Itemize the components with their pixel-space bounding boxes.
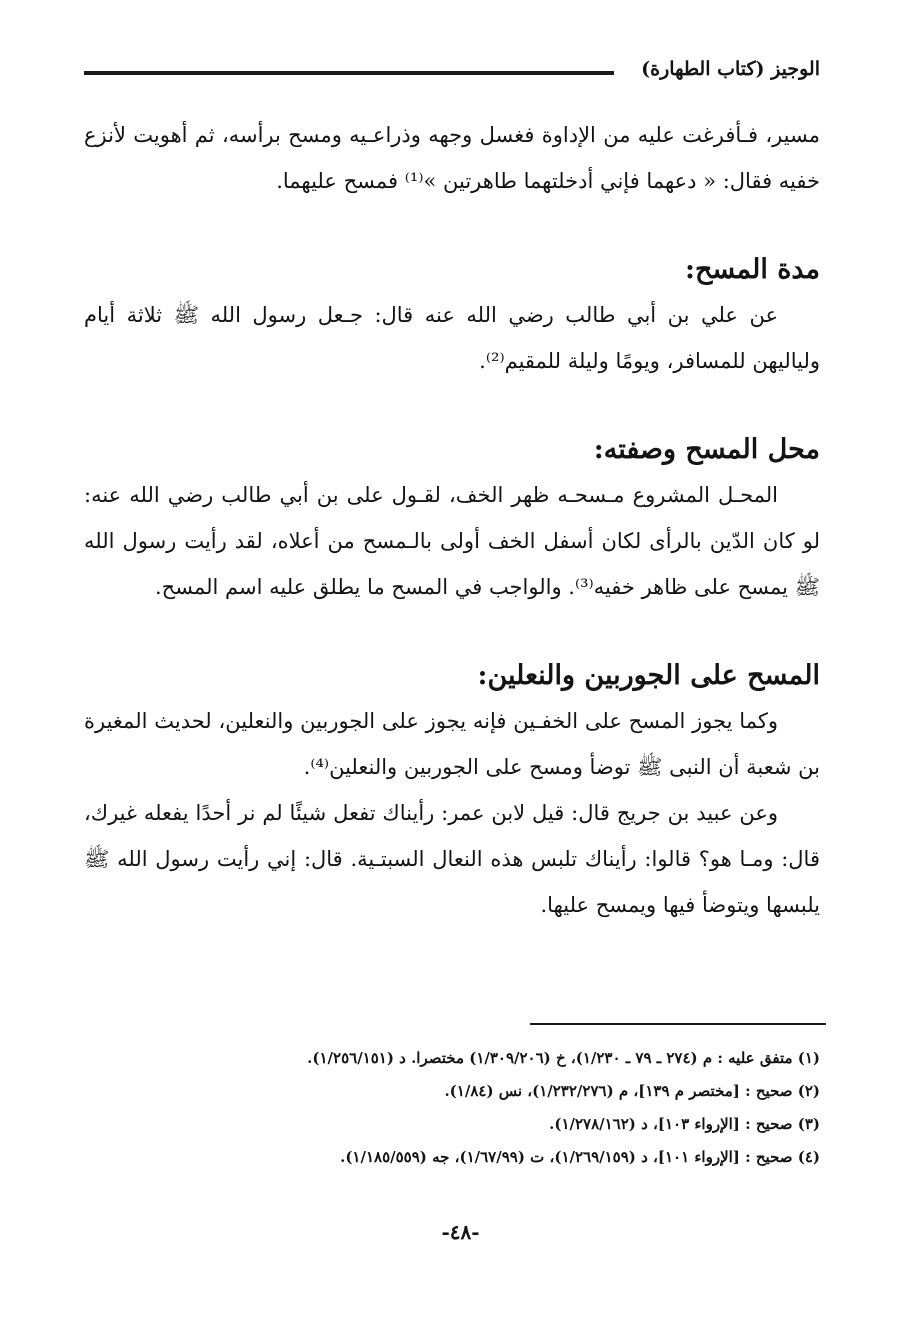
section-gap	[84, 204, 820, 248]
section-heading-socks: المسح على الجوربين والنعلين:	[477, 660, 820, 691]
main-text	[84, 112, 820, 928]
running-header-title: الوجيز (كتاب الطهارة)	[641, 58, 820, 80]
header-rule	[84, 71, 614, 75]
section-heading-location: محل المسح وصفته:	[593, 434, 820, 465]
section-gap	[84, 610, 820, 654]
section-heading-duration: مدة المسح:	[685, 254, 820, 285]
paragraph-location: المحـل المشروع مـسحـه ظهر الخف، لقـول على بن أبي طالب رضي الله عنه: لو كان الدّين بالرأى لكان أسفل الخف أولى بالـمسح من أعلاه، لقد رأيت رسول الله ﷺ يمسح على ظاهر خفيه⁽³⁾. والواجب في المسح ما يطلق عليه اسم المسح.	[84, 483, 820, 599]
footnote-rule	[530, 1023, 826, 1025]
footnote-3: (٣) صحيح : [الإرواء ١٠٣]، د (١/٢٧٨/١٦٢).	[549, 1115, 820, 1133]
paragraph-socks-2: وعن عبيد بن جريج قال: قيل لابن عمر: رأيناك تفعل شيئًا لم نر أحدًا يفعله غيرك، قال: ومـا هو؟ قالوا: رأيناك تلبس هذه النعال السبتـية. قال: إني رأيت رسول الله ﷺ يلبسها ويتوضأ فيها ويمسح عليها.	[84, 801, 820, 917]
page-number: -٤٨-	[441, 1220, 480, 1244]
running-header	[84, 58, 820, 88]
footnotes	[84, 1042, 820, 1174]
section-gap	[84, 384, 820, 428]
footnote-1: (١) متفق عليه : م (٢٧٤ ـ ٧٩ ـ ١/٢٣٠)، خ (١/٣٠٩/٢٠٦) مختصرا. د (١/٢٥٦/١٥١).	[307, 1049, 820, 1067]
paragraph-socks-1: وكما يجوز المسح على الخفـين فإنه يجوز على الجوربين والنعلين، لحديث المغيرة بن شعبة أن النبى ﷺ توضأ ومسح على الجوربين والنعلين⁽⁴⁾.	[84, 709, 820, 779]
footnote-4: (٤) صحيح : [الإرواء ١٠١]، د (١/٢٦٩/١٥٩)، ت (١/٦٧/٩٩)، جه (١/١٨٥/٥٥٩).	[340, 1148, 820, 1166]
intro-paragraph: مسير، فـأفرغت عليه من الإداوة فغسل وجهه وذراعـيه ومسح برأسه، ثم أهويت لأنزع خفيه فقال: « دعهما فإني أدخلتهما طاهرتين »⁽¹⁾ فمسح عليهما.	[84, 123, 820, 193]
paragraph-duration: عن علي بن أبي طالب رضي الله عنه قال: جـعل رسول الله ﷺ ثلاثة أيام ولياليهن للمسافر، ويومًا وليلة للمقيم⁽²⁾.	[84, 303, 820, 373]
footnote-2: (٢) صحيح : [مختصر م ١٣٩]، م (١/٢٣٢/٢٧٦)، نس (١/٨٤).	[444, 1082, 820, 1100]
